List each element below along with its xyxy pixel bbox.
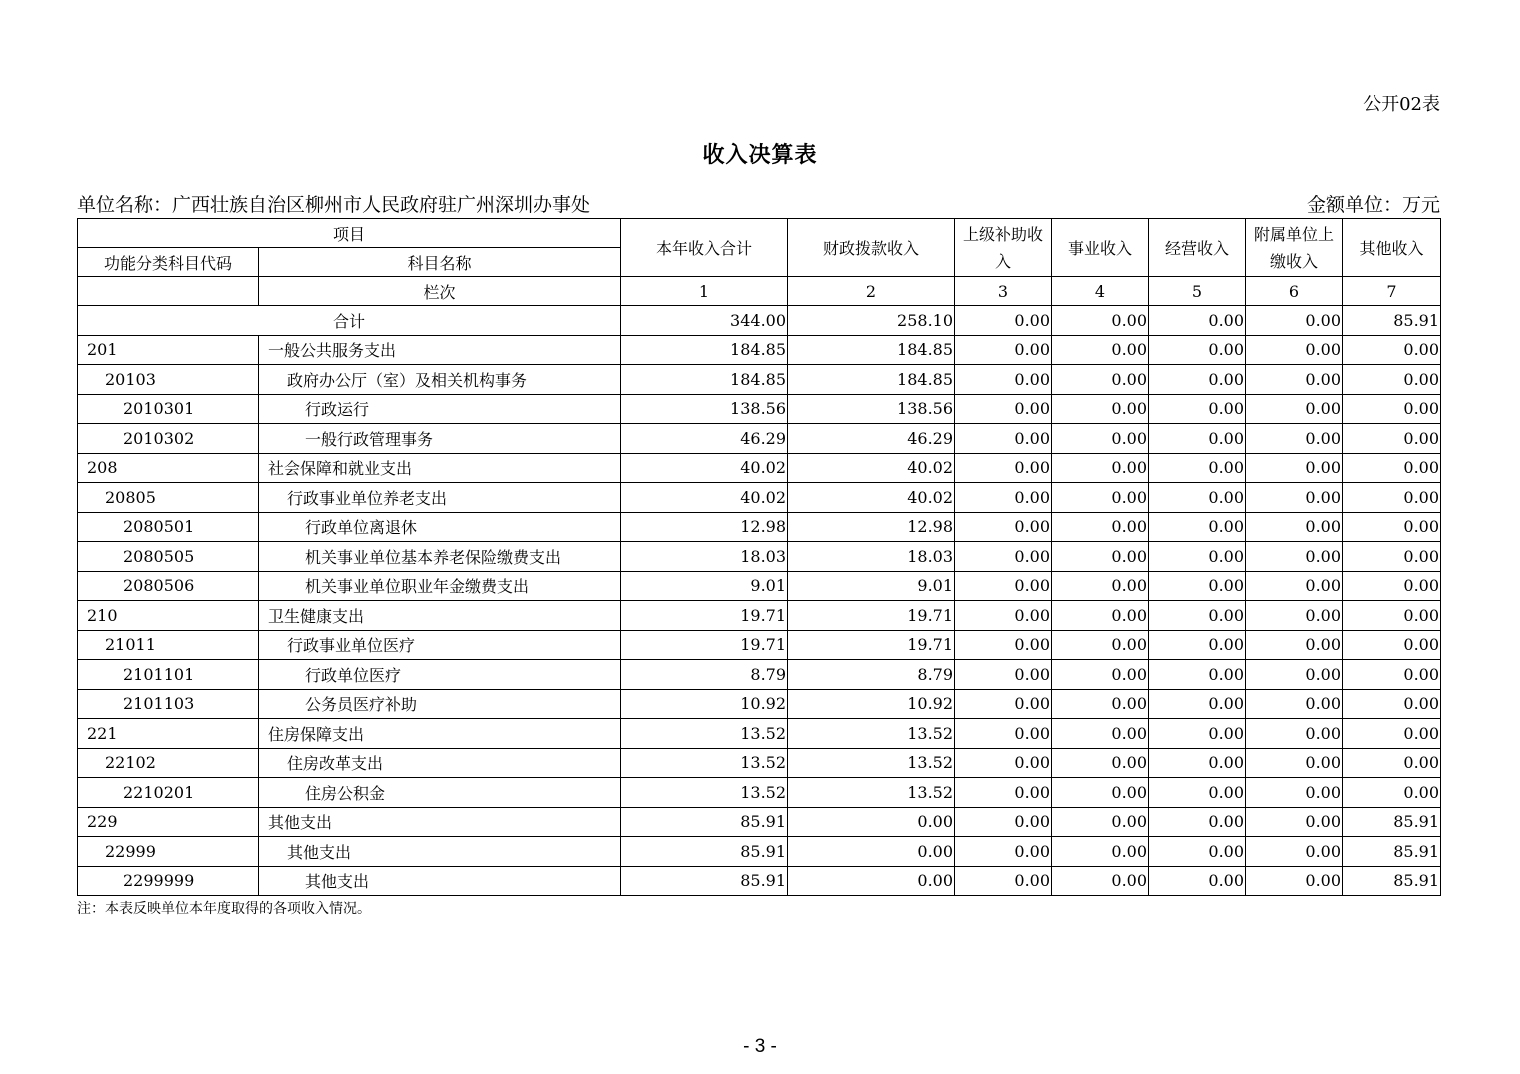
row-value: 0.00	[1246, 394, 1343, 424]
row-value: 13.52	[621, 748, 788, 778]
row-code: 201	[78, 335, 259, 365]
row-value: 12.98	[788, 512, 955, 542]
row-value: 0.00	[1149, 512, 1246, 542]
row-code: 20103	[78, 365, 259, 395]
row-code: 2080505	[78, 542, 259, 572]
header-superior-subsidy: 上级补助收入	[955, 219, 1052, 277]
row-value: 0.00	[1246, 807, 1343, 837]
total-value: 0.00	[1246, 306, 1343, 336]
row-value: 0.00	[1052, 689, 1149, 719]
row-value: 0.00	[1343, 542, 1441, 572]
row-value: 0.00	[1052, 571, 1149, 601]
header-affiliated: 附属单位上缴收入	[1246, 219, 1343, 277]
row-value: 0.00	[955, 542, 1052, 572]
row-value: 0.00	[955, 365, 1052, 395]
row-value: 0.00	[1246, 778, 1343, 808]
row-subject-name: 一般行政管理事务	[259, 424, 621, 454]
row-value: 0.00	[788, 807, 955, 837]
row-value: 85.91	[1343, 866, 1441, 896]
unit-line	[77, 190, 1440, 217]
table-row	[78, 866, 1441, 896]
total-label: 合计	[78, 306, 621, 336]
row-value: 0.00	[1343, 571, 1441, 601]
table-row	[78, 660, 1441, 690]
table-row	[78, 453, 1441, 483]
table-row	[78, 807, 1441, 837]
row-subject-name: 机关事业单位职业年金缴费支出	[259, 571, 621, 601]
row-value: 10.92	[621, 689, 788, 719]
row-value: 0.00	[1343, 483, 1441, 513]
row-value: 0.00	[1343, 719, 1441, 749]
total-value: 258.10	[788, 306, 955, 336]
row-code: 2080501	[78, 512, 259, 542]
row-value: 19.71	[621, 630, 788, 660]
row-value: 19.71	[621, 601, 788, 631]
col-number: 1	[621, 277, 788, 306]
row-subject-name: 行政运行	[259, 394, 621, 424]
row-code: 22102	[78, 748, 259, 778]
row-value: 0.00	[1246, 335, 1343, 365]
row-value: 0.00	[1246, 630, 1343, 660]
row-subject-name: 政府办公厅（室）及相关机构事务	[259, 365, 621, 395]
row-value: 13.52	[788, 778, 955, 808]
row-code: 2010302	[78, 424, 259, 454]
row-subject-name: 其他支出	[259, 837, 621, 867]
row-value: 8.79	[788, 660, 955, 690]
row-value: 0.00	[1149, 837, 1246, 867]
row-value: 0.00	[1149, 630, 1246, 660]
row-value: 0.00	[1343, 748, 1441, 778]
total-value: 85.91	[1343, 306, 1441, 336]
row-value: 0.00	[1149, 542, 1246, 572]
header-row-seq	[78, 277, 1441, 306]
row-value: 8.79	[621, 660, 788, 690]
table-row	[78, 630, 1441, 660]
row-value: 0.00	[955, 453, 1052, 483]
row-value: 0.00	[788, 837, 955, 867]
row-subject-name: 行政事业单位养老支出	[259, 483, 621, 513]
col-number: 7	[1343, 277, 1441, 306]
row-subject-name: 公务员医疗补助	[259, 689, 621, 719]
row-subject-name: 其他支出	[259, 807, 621, 837]
row-code: 221	[78, 719, 259, 749]
row-value: 0.00	[1246, 512, 1343, 542]
amount-unit: 金额单位：万元	[1306, 194, 1440, 216]
row-code: 229	[78, 807, 259, 837]
row-value: 0.00	[1149, 483, 1246, 513]
row-subject-name: 其他支出	[259, 866, 621, 896]
row-value: 0.00	[1149, 571, 1246, 601]
table-note: 注：本表反映单位本年度取得的各项收入情况。	[77, 901, 371, 917]
row-value: 0.00	[1246, 719, 1343, 749]
row-value: 0.00	[955, 837, 1052, 867]
header-business: 事业收入	[1052, 219, 1149, 277]
row-value: 0.00	[1149, 660, 1246, 690]
row-value: 19.71	[788, 630, 955, 660]
row-value: 0.00	[1343, 512, 1441, 542]
row-value: 0.00	[1052, 630, 1149, 660]
form-code: 公开02表	[1363, 94, 1440, 115]
total-row	[78, 306, 1441, 336]
header-other: 其他收入	[1343, 219, 1441, 277]
row-value: 0.00	[1052, 483, 1149, 513]
page-number: - 3 -	[743, 1036, 777, 1057]
row-value: 0.00	[1052, 660, 1149, 690]
row-value: 0.00	[1052, 542, 1149, 572]
header-project: 项目	[78, 219, 621, 248]
row-subject-name: 行政单位离退休	[259, 512, 621, 542]
row-subject-name: 一般公共服务支出	[259, 335, 621, 365]
row-value: 0.00	[1246, 483, 1343, 513]
row-value: 0.00	[1246, 453, 1343, 483]
table-row	[78, 483, 1441, 513]
row-value: 13.52	[621, 778, 788, 808]
row-subject-name: 行政事业单位医疗	[259, 630, 621, 660]
row-value: 0.00	[1246, 866, 1343, 896]
row-subject-name: 卫生健康支出	[259, 601, 621, 631]
row-value: 0.00	[1149, 601, 1246, 631]
row-value: 0.00	[955, 660, 1052, 690]
row-value: 0.00	[1052, 837, 1149, 867]
row-subject-name: 住房保障支出	[259, 719, 621, 749]
row-value: 0.00	[1343, 365, 1441, 395]
col-number: 2	[788, 277, 955, 306]
row-value: 10.92	[788, 689, 955, 719]
row-subject-name: 行政单位医疗	[259, 660, 621, 690]
row-subject-name: 住房改革支出	[259, 748, 621, 778]
row-value: 19.71	[788, 601, 955, 631]
row-code: 21011	[78, 630, 259, 660]
row-value: 0.00	[955, 748, 1052, 778]
header-row-1	[78, 219, 1441, 248]
row-value: 13.52	[788, 748, 955, 778]
total-value: 0.00	[1052, 306, 1149, 336]
row-value: 0.00	[955, 807, 1052, 837]
row-value: 0.00	[1052, 335, 1149, 365]
row-value: 0.00	[788, 866, 955, 896]
col-number: 5	[1149, 277, 1246, 306]
row-value: 13.52	[621, 719, 788, 749]
row-value: 46.29	[621, 424, 788, 454]
row-code: 2101101	[78, 660, 259, 690]
col-number: 3	[955, 277, 1052, 306]
row-value: 0.00	[1052, 866, 1149, 896]
table-row	[78, 365, 1441, 395]
row-value: 0.00	[1343, 453, 1441, 483]
row-value: 18.03	[621, 542, 788, 572]
row-value: 85.91	[1343, 807, 1441, 837]
row-value: 0.00	[1246, 571, 1343, 601]
header-operating: 经营收入	[1149, 219, 1246, 277]
total-value: 344.00	[621, 306, 788, 336]
row-value: 0.00	[1052, 719, 1149, 749]
row-value: 0.00	[955, 719, 1052, 749]
row-code: 22999	[78, 837, 259, 867]
row-value: 0.00	[1343, 660, 1441, 690]
row-value: 138.56	[621, 394, 788, 424]
row-value: 85.91	[621, 866, 788, 896]
unit-name: 单位名称：广西壮族自治区柳州市人民政府驻广州深圳办事处	[77, 194, 591, 216]
row-value: 18.03	[788, 542, 955, 572]
row-value: 0.00	[1052, 424, 1149, 454]
row-value: 0.00	[1246, 837, 1343, 867]
row-value: 0.00	[1052, 748, 1149, 778]
row-subject-name: 社会保障和就业支出	[259, 453, 621, 483]
col-number: 6	[1246, 277, 1343, 306]
row-value: 0.00	[1149, 335, 1246, 365]
row-value: 0.00	[1149, 748, 1246, 778]
row-code: 208	[78, 453, 259, 483]
row-subject-name: 机关事业单位基本养老保险缴费支出	[259, 542, 621, 572]
row-value: 0.00	[1343, 778, 1441, 808]
table-row	[78, 689, 1441, 719]
total-value: 0.00	[955, 306, 1052, 336]
row-value: 0.00	[1052, 394, 1149, 424]
row-value: 0.00	[1343, 394, 1441, 424]
table-row	[78, 512, 1441, 542]
row-value: 0.00	[955, 483, 1052, 513]
table-row	[78, 542, 1441, 572]
header-column-seq: 栏次	[259, 277, 621, 306]
row-value: 0.00	[1149, 689, 1246, 719]
row-code: 210	[78, 601, 259, 631]
row-value: 9.01	[788, 571, 955, 601]
income-table	[77, 218, 1441, 896]
row-value: 13.52	[788, 719, 955, 749]
row-value: 0.00	[1052, 778, 1149, 808]
seq-blank	[78, 277, 259, 306]
row-value: 0.00	[955, 601, 1052, 631]
row-value: 0.00	[955, 571, 1052, 601]
row-value: 184.85	[621, 335, 788, 365]
row-value: 0.00	[1343, 689, 1441, 719]
row-value: 0.00	[1052, 453, 1149, 483]
row-value: 0.00	[1149, 778, 1246, 808]
page-title: 收入决算表	[702, 142, 818, 168]
row-value: 40.02	[621, 453, 788, 483]
row-value: 0.00	[955, 630, 1052, 660]
row-value: 0.00	[1052, 601, 1149, 631]
row-value: 85.91	[621, 837, 788, 867]
row-code: 2210201	[78, 778, 259, 808]
row-code: 20805	[78, 483, 259, 513]
row-value: 0.00	[1343, 630, 1441, 660]
total-value: 0.00	[1149, 306, 1246, 336]
row-value: 0.00	[1343, 335, 1441, 365]
row-value: 85.91	[621, 807, 788, 837]
table-row	[78, 424, 1441, 454]
row-value: 40.02	[788, 483, 955, 513]
row-value: 46.29	[788, 424, 955, 454]
header-total-income: 本年收入合计	[621, 219, 788, 277]
table-row	[78, 601, 1441, 631]
row-value: 0.00	[955, 866, 1052, 896]
row-code: 2080506	[78, 571, 259, 601]
row-value: 0.00	[955, 778, 1052, 808]
row-value: 0.00	[1149, 424, 1246, 454]
row-value: 0.00	[1246, 424, 1343, 454]
table-row	[78, 778, 1441, 808]
row-code: 2010301	[78, 394, 259, 424]
row-code: 2101103	[78, 689, 259, 719]
row-value: 0.00	[1246, 365, 1343, 395]
row-value: 0.00	[955, 335, 1052, 365]
row-value: 0.00	[1052, 365, 1149, 395]
row-subject-name: 住房公积金	[259, 778, 621, 808]
row-value: 0.00	[955, 689, 1052, 719]
row-value: 85.91	[1343, 837, 1441, 867]
row-value: 0.00	[955, 512, 1052, 542]
row-value: 138.56	[788, 394, 955, 424]
row-value: 0.00	[955, 394, 1052, 424]
row-value: 0.00	[1149, 719, 1246, 749]
row-value: 0.00	[1149, 866, 1246, 896]
row-value: 0.00	[1343, 424, 1441, 454]
table-row	[78, 719, 1441, 749]
row-value: 0.00	[1052, 807, 1149, 837]
col-number: 4	[1052, 277, 1149, 306]
row-value: 40.02	[788, 453, 955, 483]
row-value: 0.00	[1246, 689, 1343, 719]
row-value: 9.01	[621, 571, 788, 601]
table-row	[78, 394, 1441, 424]
row-value: 0.00	[1149, 453, 1246, 483]
row-value: 40.02	[621, 483, 788, 513]
row-value: 0.00	[1149, 807, 1246, 837]
row-value: 0.00	[1246, 601, 1343, 631]
header-func-code: 功能分类科目代码	[78, 248, 259, 277]
table-row	[78, 571, 1441, 601]
table-row	[78, 335, 1441, 365]
row-value: 0.00	[1343, 601, 1441, 631]
row-value: 0.00	[1052, 512, 1149, 542]
row-value: 0.00	[955, 424, 1052, 454]
header-fiscal: 财政拨款收入	[788, 219, 955, 277]
row-value: 0.00	[1149, 365, 1246, 395]
table-row	[78, 837, 1441, 867]
row-value: 0.00	[1246, 660, 1343, 690]
row-value: 0.00	[1246, 748, 1343, 778]
row-code: 2299999	[78, 866, 259, 896]
row-value: 184.85	[788, 365, 955, 395]
row-value: 184.85	[621, 365, 788, 395]
row-value: 0.00	[1246, 542, 1343, 572]
row-value: 12.98	[621, 512, 788, 542]
row-value: 184.85	[788, 335, 955, 365]
row-value: 0.00	[1149, 394, 1246, 424]
table-row	[78, 748, 1441, 778]
header-subject-name: 科目名称	[259, 248, 621, 277]
